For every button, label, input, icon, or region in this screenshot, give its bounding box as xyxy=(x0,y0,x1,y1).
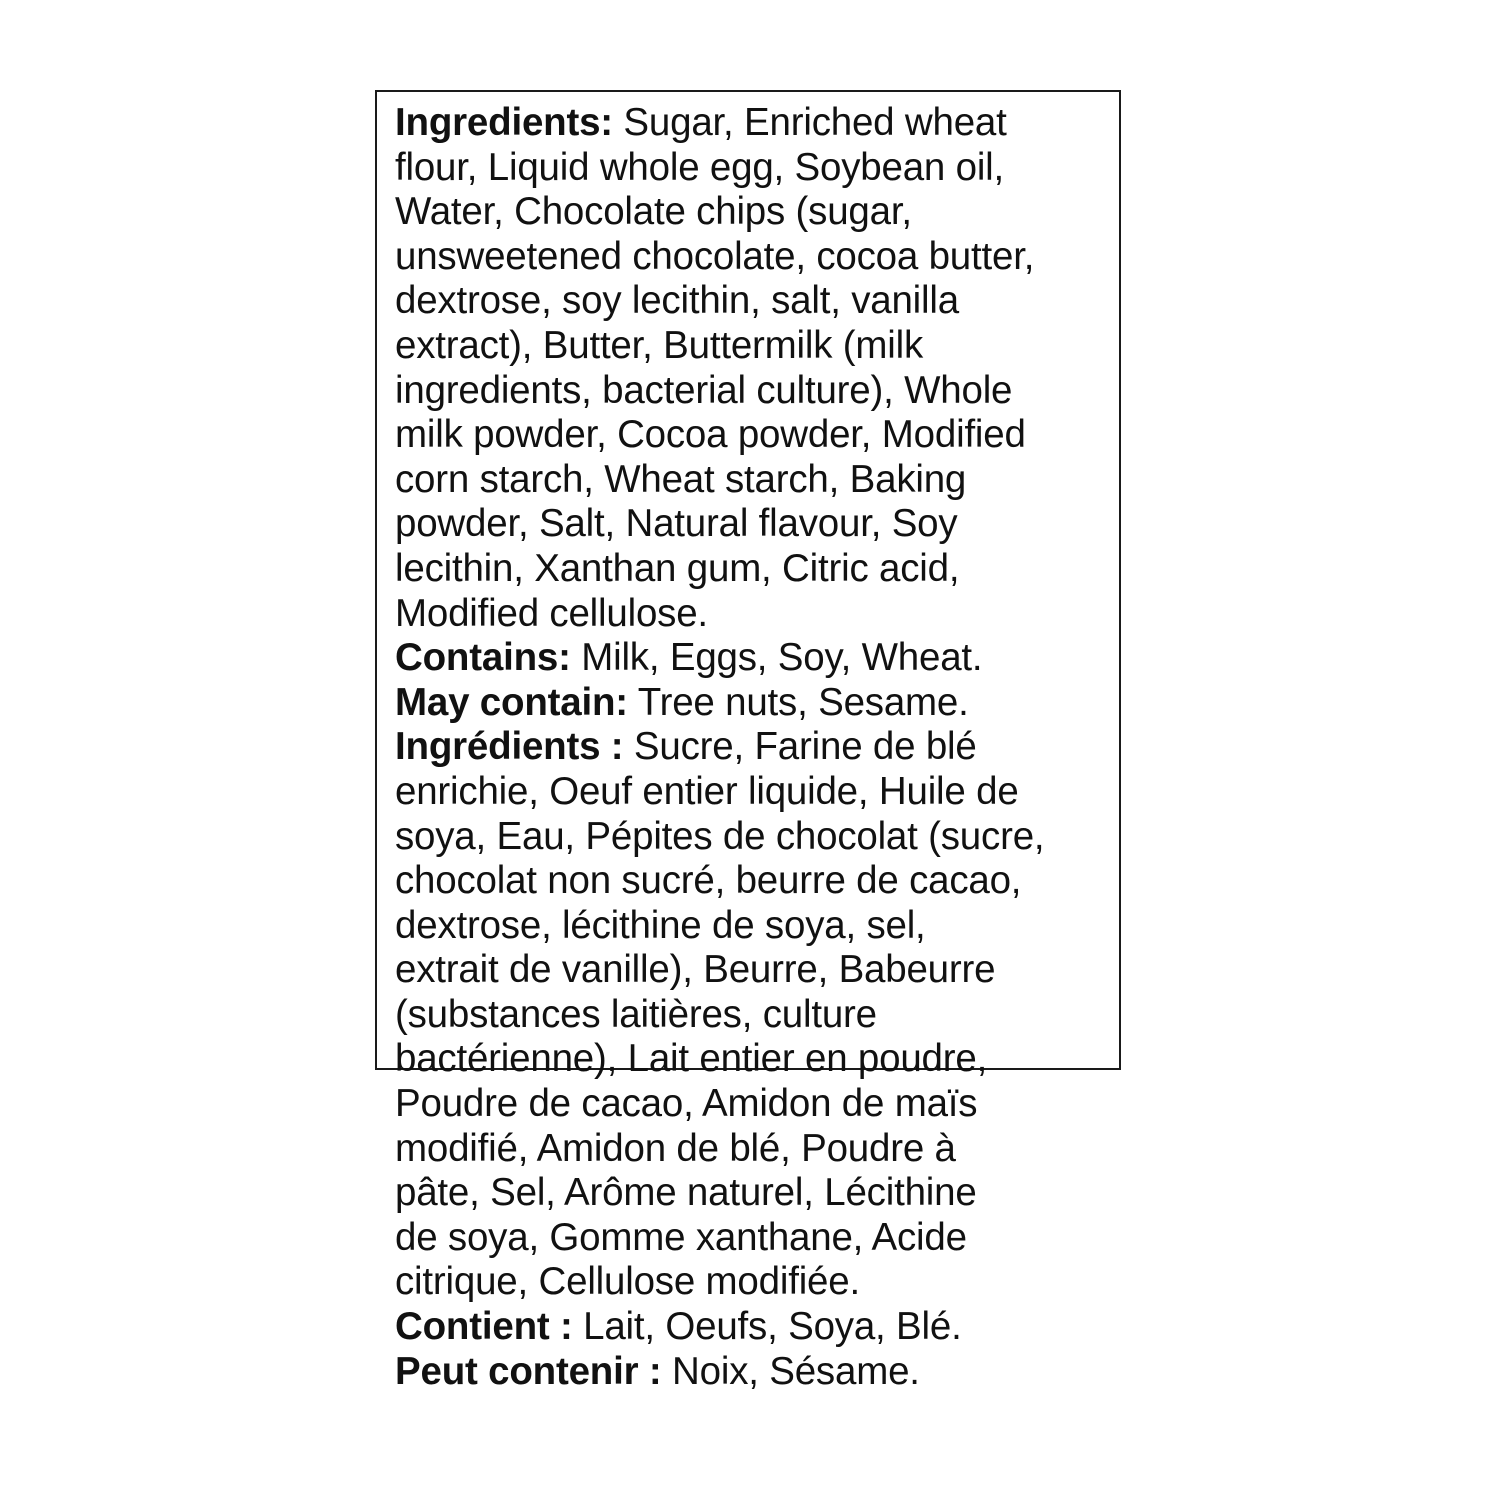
label-line xyxy=(395,369,1119,414)
label-line xyxy=(395,904,1119,949)
line-text: milk powder, Cocoa powder, Modified xyxy=(395,413,1026,457)
label-line xyxy=(395,770,1119,815)
label-line xyxy=(395,948,1119,993)
label-line xyxy=(395,502,1119,547)
line-text: extrait de vanille), Beurre, Babeurre xyxy=(395,948,996,992)
line-text: Noix, Sésame. xyxy=(661,1349,920,1393)
label-line xyxy=(395,681,1119,726)
label-line xyxy=(395,1216,1119,1261)
label-line xyxy=(395,458,1119,503)
line-text: chocolat non sucré, beurre de cacao, xyxy=(395,859,1022,903)
section-heading-may-contain: May contain: xyxy=(395,680,628,724)
label-line xyxy=(395,859,1119,904)
section-heading-contient: Contient : xyxy=(395,1305,573,1349)
line-text: citrique, Cellulose modifiée. xyxy=(395,1260,860,1304)
label-line xyxy=(395,636,1119,681)
label-line xyxy=(395,547,1119,592)
line-text: (substances laitières, culture xyxy=(395,992,877,1036)
line-text: lecithin, Xanthan gum, Citric acid, xyxy=(395,546,960,590)
label-line xyxy=(395,1082,1119,1127)
line-text: bactérienne), Lait entier en poudre, xyxy=(395,1037,988,1081)
label-line xyxy=(395,725,1119,770)
label-line xyxy=(395,1260,1119,1305)
line-text: dextrose, soy lecithin, salt, vanilla xyxy=(395,279,959,323)
line-text: soya, Eau, Pépites de chocolat (sucre, xyxy=(395,814,1045,858)
line-text: corn starch, Wheat starch, Baking xyxy=(395,457,967,501)
section-heading-ingredients-fr: Ingrédients : xyxy=(395,725,624,769)
label-line xyxy=(395,324,1119,369)
label-line xyxy=(395,101,1119,146)
section-heading-ingredients: Ingredients: xyxy=(395,101,613,144)
line-text: Tree nuts, Sesame. xyxy=(627,680,969,724)
label-line xyxy=(395,413,1119,458)
label-line xyxy=(395,235,1119,280)
line-text: ingredients, bacterial culture), Whole xyxy=(395,368,1013,412)
section-heading-contains: Contains: xyxy=(395,636,571,680)
line-text: extract), Butter, Buttermilk (milk xyxy=(395,323,924,367)
line-text: pâte, Sel, Arôme naturel, Lécithine xyxy=(395,1171,977,1215)
line-text: Milk, Eggs, Soy, Wheat. xyxy=(570,636,983,680)
line-text: enrichie, Oeuf entier liquide, Huile de xyxy=(395,769,1019,813)
label-line xyxy=(395,1127,1119,1172)
section-heading-peut-contenir: Peut contenir : xyxy=(395,1349,662,1393)
line-text: de soya, Gomme xanthane, Acide xyxy=(395,1215,967,1259)
line-text: modifié, Amidon de blé, Poudre à xyxy=(395,1126,956,1170)
ingredients-label-panel xyxy=(375,90,1121,1393)
label-line xyxy=(395,1350,1119,1395)
line-text: Modified cellulose. xyxy=(395,591,708,635)
label-line xyxy=(395,1037,1119,1082)
line-text: Lait, Oeufs, Soya, Blé. xyxy=(572,1305,962,1349)
label-line xyxy=(395,815,1119,860)
line-text: flour, Liquid whole egg, Soybean oil, xyxy=(395,145,1005,189)
label-line xyxy=(395,993,1119,1038)
line-text: Poudre de cacao, Amidon de maïs xyxy=(395,1082,978,1126)
line-text: dextrose, lécithine de soya, sel, xyxy=(395,903,926,947)
line-text: unsweetened chocolate, cocoa butter, xyxy=(395,234,1035,278)
label-line xyxy=(395,190,1119,235)
label-line xyxy=(395,146,1119,191)
line-text: Water, Chocolate chips (sugar, xyxy=(395,190,912,234)
label-line xyxy=(395,279,1119,324)
line-text: Sucre, Farine de blé xyxy=(623,725,977,769)
label-line xyxy=(395,592,1119,637)
label-line xyxy=(395,1171,1119,1216)
line-text: powder, Salt, Natural flavour, Soy xyxy=(395,502,958,546)
line-text: Sugar, Enriched wheat xyxy=(612,101,1007,144)
label-line xyxy=(395,1305,1119,1350)
